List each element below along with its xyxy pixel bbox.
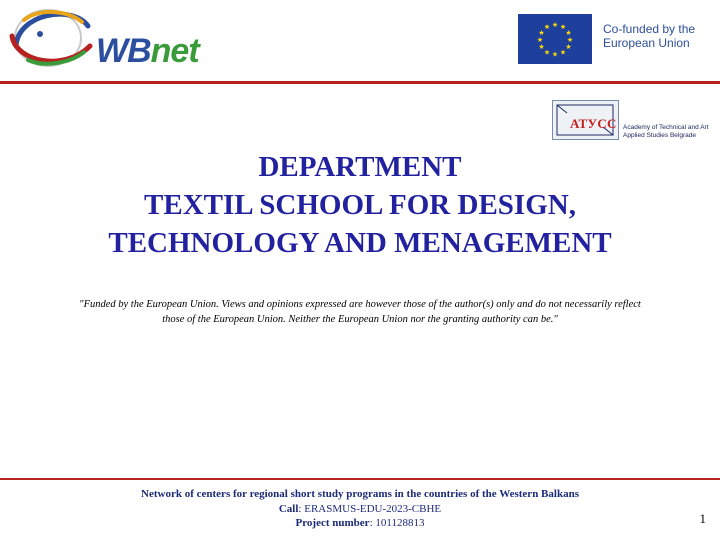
disclaimer-line-2: those of the European Union. Neither the European Union nor the granting authority can be." <box>162 314 558 325</box>
footer-call <box>0 502 720 517</box>
disclaimer-line-1: "Funded by the European Union. Views and opinions expressed are however those of the author(s) only and do not necessarily reflect <box>79 299 641 310</box>
page-number: 1 <box>699 511 706 526</box>
svg-text:★: ★ <box>565 29 572 37</box>
footer-project <box>0 516 720 531</box>
wbnet-wordmark-net: net <box>150 32 199 70</box>
atucc-label: АТУСС <box>570 116 617 131</box>
atucc-emblem <box>552 100 619 140</box>
header <box>0 0 720 80</box>
footer-divider <box>0 478 720 480</box>
eu-cofunded-text <box>603 22 695 50</box>
eu-line-1: Co-funded by the <box>603 22 696 36</box>
svg-text:★: ★ <box>565 43 572 51</box>
slide-title <box>0 148 720 262</box>
svg-text:★: ★ <box>543 23 551 31</box>
svg-text:★: ★ <box>551 21 559 29</box>
footer-call-value: : ERASMUS-EDU-2023-CBHE <box>298 502 442 515</box>
title-line-1: DEPARTMENT <box>258 151 462 183</box>
footer-project-value: : 101128813 <box>369 517 425 529</box>
title-line-2: TEXTIL SCHOOL FOR DESIGN, <box>144 189 576 221</box>
atucc-logo <box>552 100 720 145</box>
svg-text:★: ★ <box>538 29 545 37</box>
footer-network: Network of centers for regional short study programs in the countries of the Western Balkans <box>141 488 579 500</box>
eu-stars-icon <box>518 14 592 64</box>
footer <box>0 487 720 531</box>
header-divider <box>0 81 720 84</box>
footer-call-label: Call <box>278 502 299 515</box>
svg-text:★: ★ <box>559 23 567 31</box>
svg-text:★: ★ <box>559 48 567 57</box>
eu-disclaimer <box>40 297 680 327</box>
svg-text:★: ★ <box>543 48 551 57</box>
eu-flag-icon <box>518 14 592 64</box>
svg-text:★: ★ <box>538 43 545 51</box>
atucc-name-line-1: Academy of Technical and Art <box>623 124 709 131</box>
svg-text:★: ★ <box>536 36 544 44</box>
wbnet-logo <box>2 2 202 74</box>
title-line-3: TECHNOLOGY AND MENAGEMENT <box>108 227 612 259</box>
wbnet-wordmark-wb: WB <box>96 32 151 70</box>
atucc-name <box>623 124 709 140</box>
svg-text:★: ★ <box>551 50 559 59</box>
atucc-name-line-2: Applied Studies Belgrade <box>623 132 696 139</box>
wbnet-wordmark <box>96 32 199 71</box>
svg-text:★: ★ <box>566 36 574 44</box>
footer-project-label: Project number <box>295 517 370 529</box>
eu-line-2: European Union <box>603 36 690 50</box>
